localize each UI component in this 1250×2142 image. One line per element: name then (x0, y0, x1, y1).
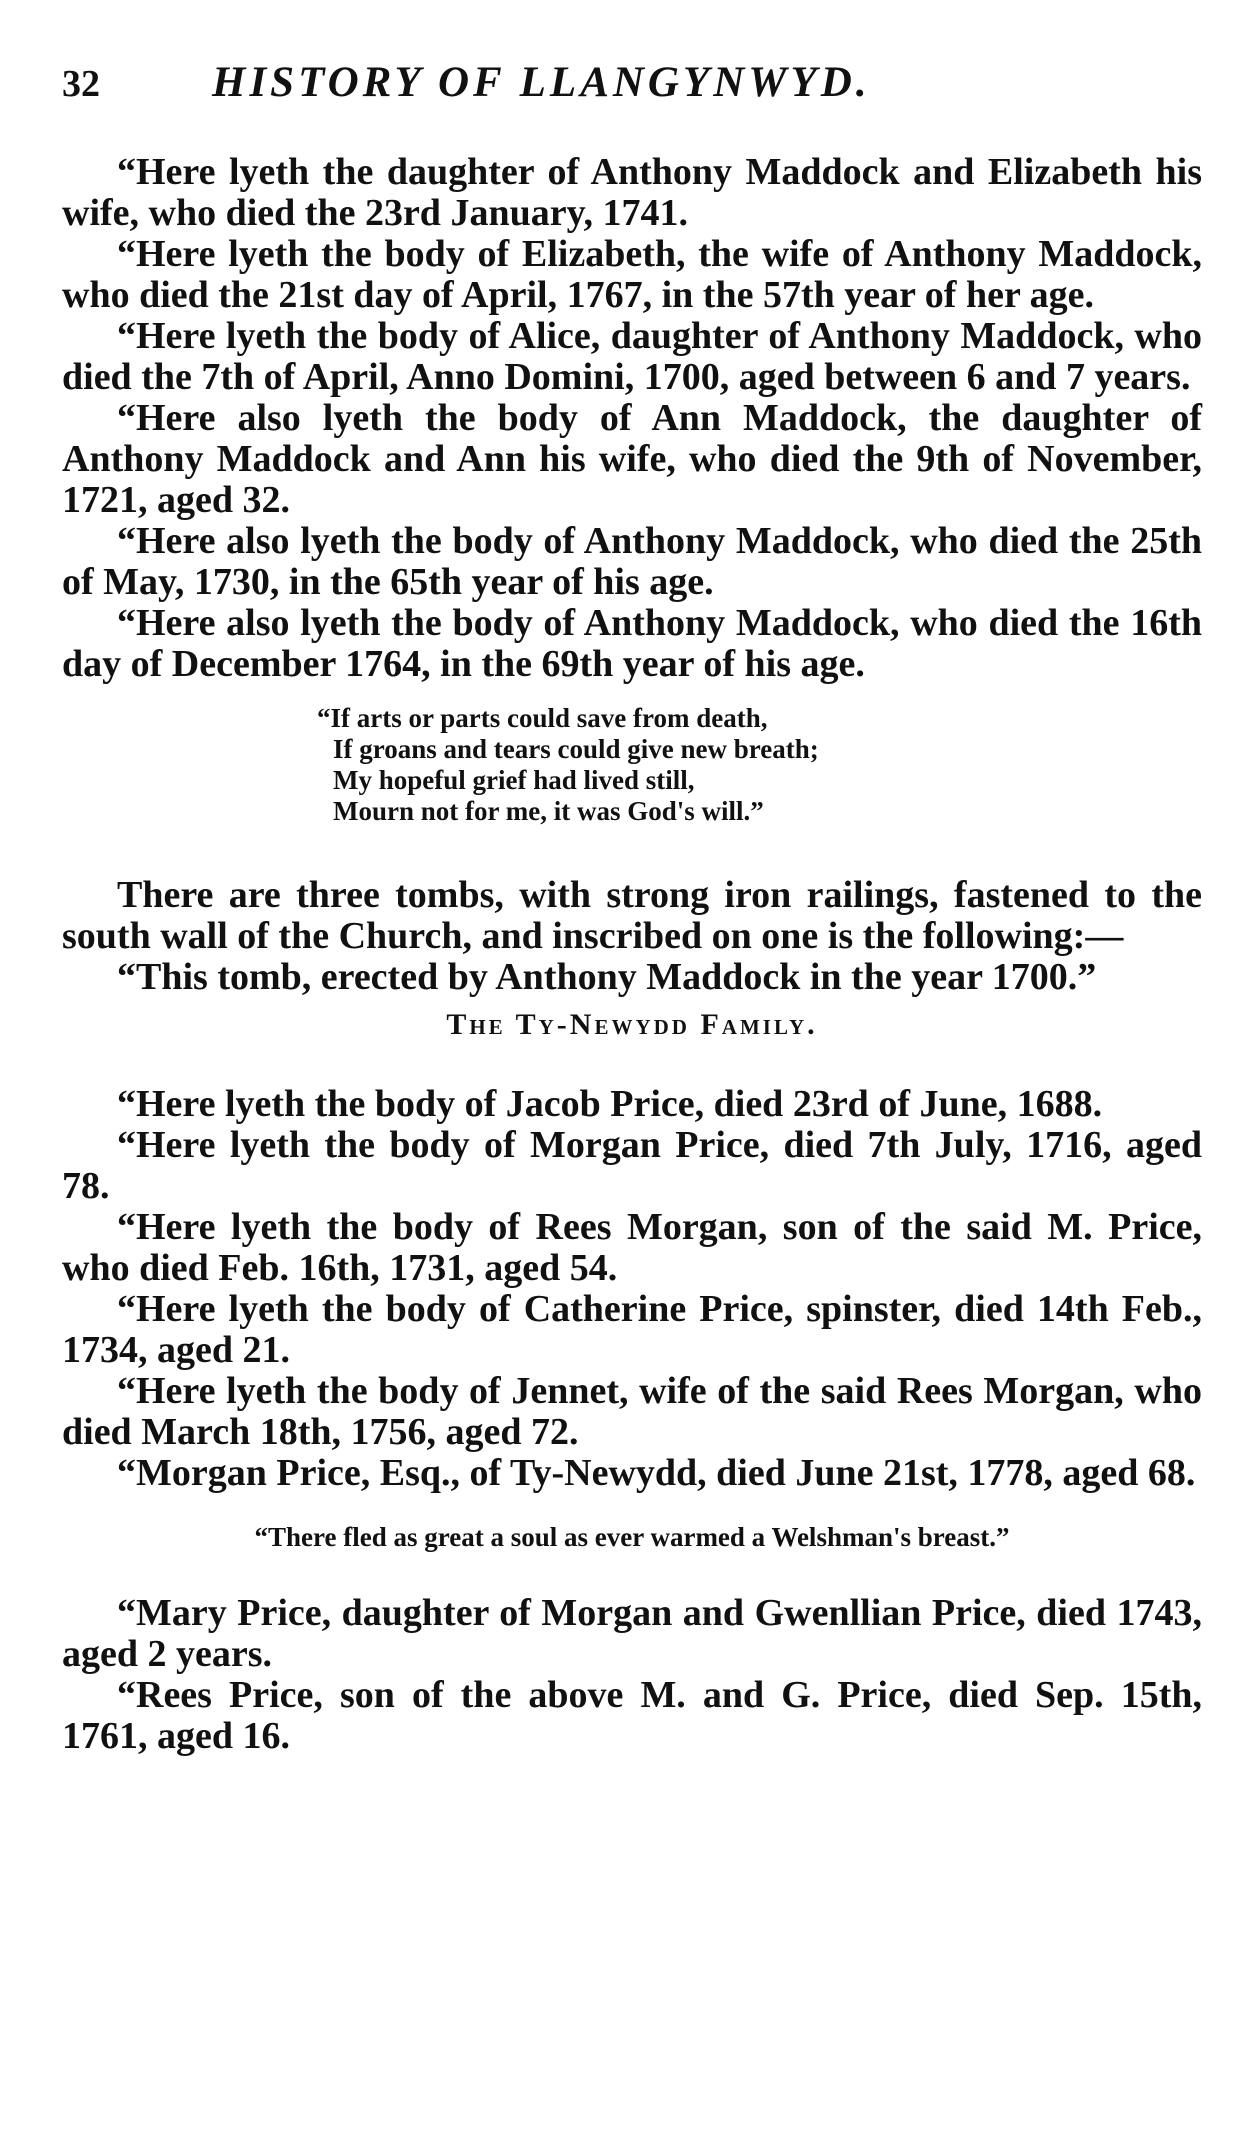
inscription-entry: “Here lyeth the body of Jacob Price, died 23rd of June, 1688. (117, 1083, 1103, 1125)
inscription-entry: “Here lyeth the body of Catherine Price, spinster, died 14th Feb., 1734, aged 21. (62, 1288, 1202, 1371)
inscription-entry: “Here lyeth the daughter of Anthony Maddock and Elizabeth his wife, who died the 23rd January, 1741. (62, 151, 1202, 234)
book-page (62, 58, 1202, 1757)
verse-line: “If arts or parts could save from death, (317, 703, 768, 733)
page-header (62, 58, 1202, 118)
page-number: 32 (62, 63, 100, 105)
inscription-entry: “Here lyeth the body of Alice, daughter of Anthony Maddock, who died the 7th of April, Anno Domini, 1700, aged between 6 and 7 years. (62, 315, 1202, 398)
verse-line: If groans and tears could give new breath; (333, 734, 819, 764)
inscription-entry: “Here also lyeth the body of Anthony Maddock, who died the 16th day of December 1764, in the 69th year of his age. (62, 602, 1202, 685)
inscription-entry: “Here lyeth the body of Morgan Price, died 7th July, 1716, aged 78. (62, 1124, 1202, 1207)
inscription-entry: “Here lyeth the body of Elizabeth, the wife of Anthony Maddock, who died the 21st day of April, 1767, in the 57th year of her age. (62, 233, 1202, 316)
inscription-entry: “Here also lyeth the body of Anthony Maddock, who died the 25th of May, 1730, in the 65th year of his age. (62, 520, 1202, 603)
maddock-inscriptions (62, 152, 1202, 685)
tombs-paragraph: There are three tombs, with strong iron railings, fastened to the south wall of the Church, and inscribed on one is the following:— (62, 874, 1202, 957)
inscription-entry: “Here lyeth the body of Jennet, wife of the said Rees Morgan, who died March 18th, 1756, aged 72. (62, 1370, 1202, 1453)
inscription-entry: “Rees Price, son of the above M. and G. Price, died Sep. 15th, 1761, aged 16. (62, 1674, 1202, 1757)
inscription-entry: “Here also lyeth the body of Ann Maddock, the daughter of Anthony Maddock and Ann his wife, who died the 9th of November, 1721, aged 32. (62, 397, 1202, 521)
section-heading: The Ty-Newydd Family. (446, 1008, 818, 1041)
running-title: HISTORY OF LLANGYNWYD. (212, 59, 871, 106)
verse-line: My hopeful grief had lived still, (333, 765, 695, 795)
final-inscriptions (62, 1593, 1202, 1757)
inscription-entry: “Mary Price, daughter of Morgan and Gwenllian Price, died 1743, aged 2 years. (62, 1592, 1202, 1675)
verse-line: Mourn not for me, it was God's will.” (333, 796, 764, 826)
epitaph-verse (317, 703, 1202, 827)
tomb-inscription: “This tomb, erected by Anthony Maddock in the year 1700.” (117, 956, 1097, 998)
inscription-entry: “Morgan Price, Esq., of Ty-Newydd, died June 21st, 1778, aged 68. (117, 1452, 1196, 1494)
epitaph-couplet: “There fled as great a soul as ever warmed a Welshman's breast.” (254, 1522, 1010, 1552)
price-inscriptions (62, 1084, 1202, 1494)
inscription-entry: “Here lyeth the body of Rees Morgan, son of the said M. Price, who died Feb. 16th, 1731, aged 54. (62, 1206, 1202, 1289)
